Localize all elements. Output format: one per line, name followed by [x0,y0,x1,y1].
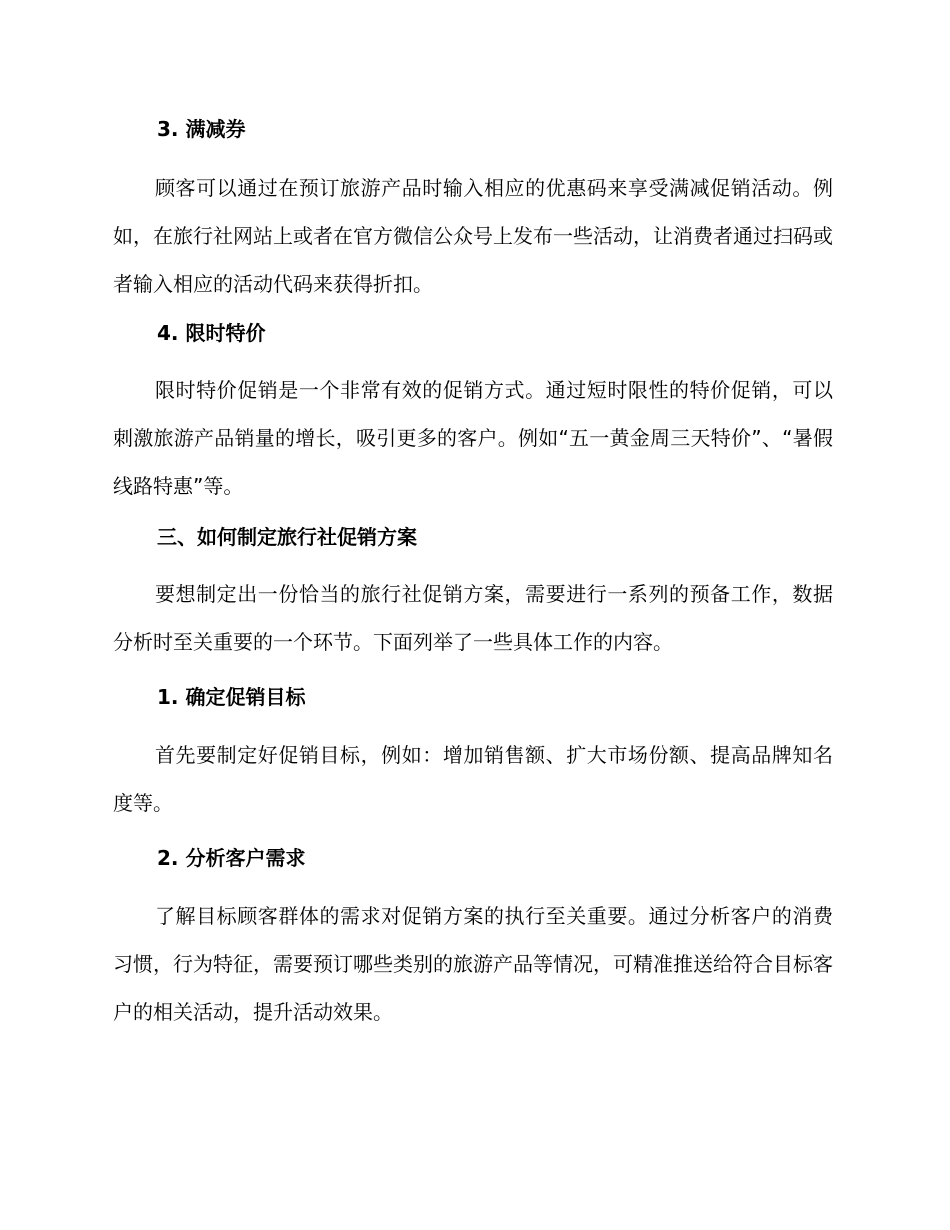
paragraph-how-to-make-plan: 要想制定出一份恰当的旅行社促销方案，需要进行一系列的预备工作，数据分析时至关重要的一个环节。下面列举了一些具体工作的内容。 [113,582,833,654]
paragraph-full-reduction-coupon: 顾客可以通过在预订旅游产品时输入相应的优惠码来享受满减促销活动。例如，在旅行社网站上或者在官方微信公众号上发布一些活动，让消费者通过扫码或者输入相应的活动代码来获得折扣。 [113,176,833,296]
heading-how-to-make-plan: 三、如何制定旅行社促销方案 [157,525,417,549]
heading-limited-time-price: 4. 限时特价 [157,321,266,345]
paragraph-analyze-customer-needs: 了解目标顾客群体的需求对促销方案的执行至关重要。通过分析客户的消费习惯，行为特征，需要预订哪些类别的旅游产品等情况，可精准推送给符合目标客户的相关活动，提升活动效果。 [113,904,833,1024]
heading-full-reduction-coupon: 3. 满减券 [157,117,246,141]
paragraph-set-promotion-goal: 首先要制定好促销目标，例如：增加销售额、扩大市场份额、提高品牌知名度等。 [113,743,833,815]
heading-set-promotion-goal: 1. 确定促销目标 [157,685,306,709]
paragraph-limited-time-price: 限时特价促销是一个非常有效的促销方式。通过短时限性的特价促销，可以刺激旅游产品销量的增长，吸引更多的客户。例如“五一黄金周三天特价”、“暑假线路特惠”等。 [113,378,833,498]
heading-analyze-customer-needs: 2. 分析客户需求 [157,846,306,870]
